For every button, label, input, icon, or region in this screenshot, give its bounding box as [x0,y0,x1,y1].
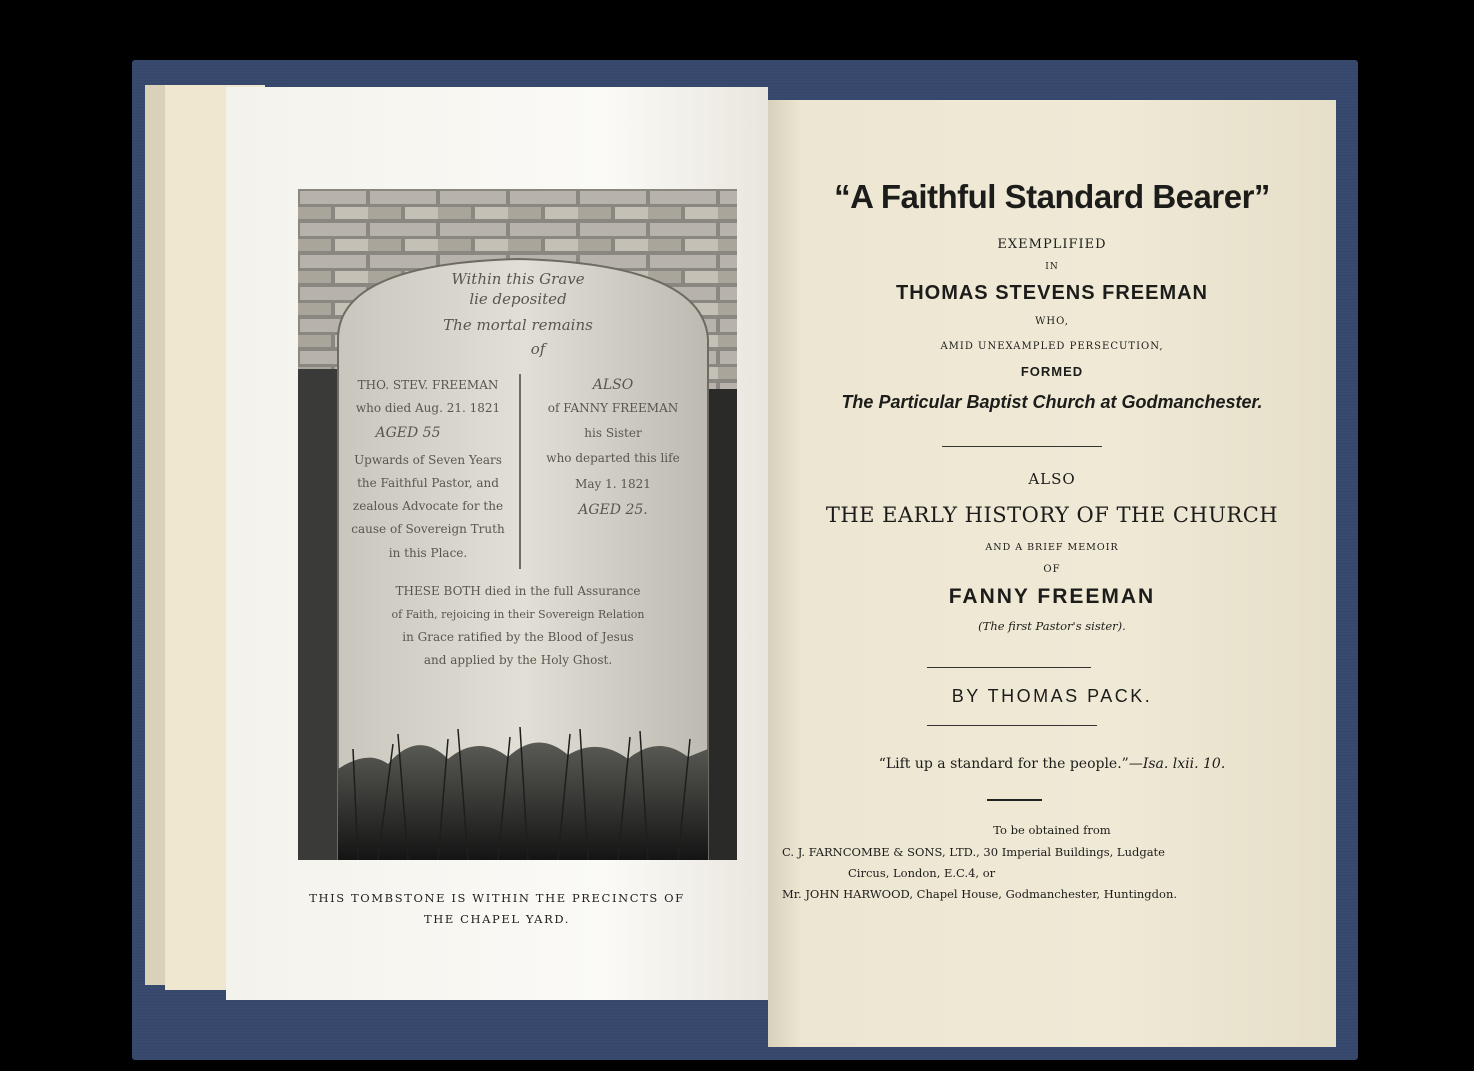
inscription-heading-4: of [530,340,546,358]
inscription-heading-2: lie deposited [469,290,567,308]
divider-1 [942,446,1102,447]
church-name: The Particular Baptist Church at Godmanchester. [841,392,1263,412]
inscription-heading-3: The mortal remains [443,316,593,334]
epigraph [768,756,1336,772]
inscription-right-4: who departed this life [546,451,680,465]
also-text: ALSO [1028,470,1076,488]
inscription-footer-1: THESE BOTH died in the full Assurance [395,584,641,598]
divider-2 [927,667,1091,668]
epigraph-quote: “Lift up a standard for the people.”— [878,756,1143,772]
amid-text: AMID UNEXAMPLED PERSECUTION, [940,341,1164,352]
divider-4 [987,799,1042,801]
subject-name: THOMAS STEVENS FREEMAN [895,282,1209,304]
publisher-line-2: Circus, London, E.C.4, or [848,866,996,880]
in-text: IN [1045,262,1059,272]
fanny-name: FANNY FREEMAN [948,585,1156,608]
divider-3 [927,725,1097,726]
inscription-left-7: cause of Sovereign Truth [351,522,505,536]
inscription-left-1: THO. STEV. FREEMAN [357,378,499,392]
inscription-left-4: Upwards of Seven Years [354,453,502,467]
author-line: BY THOMAS PACK. [951,686,1153,706]
book-title: “A Faithful Standard Bearer” [834,178,1270,215]
inscription-footer-3: in Grace ratified by the Blood of Jesus [402,630,634,644]
inscription-right-5: May 1. 1821 [575,477,651,491]
memoir-text: AND A BRIEF MEMOIR [985,542,1119,553]
inscription-left-8: in this Place. [388,546,468,560]
who-text: WHO, [1035,316,1069,327]
inscription-footer-2: of Faith, rejoicing in their Sovereign Relation [391,608,645,621]
photo-caption-line2: THE CHAPEL YARD. [423,912,571,926]
epigraph-reference: Isa. lxii. 10. [1142,756,1226,772]
inscription-left-5: the Faithful Pastor, and [357,476,499,490]
inscription-left-6: zealous Advocate for the [352,499,504,513]
photo-caption-line1: THIS TOMBSTONE IS WITHIN THE PRECINCTS OF [309,891,685,905]
inscription-right-6: AGED 25. [578,502,648,518]
inscription-left-3: AGED 55 [375,425,441,441]
of-text: OF [1043,564,1061,575]
inscription-heading-1: Within this Grave [451,270,585,288]
history-heading: THE EARLY HISTORY OF THE CHURCH [825,503,1279,527]
tombstone-photo [298,189,737,860]
obtained-text: To be obtained from [993,823,1111,837]
exemplified-text: EXEMPLIFIED [997,237,1107,252]
inscription-right-3: his Sister [584,426,642,440]
inscription-right-2: of FANNY FREEMAN [547,401,679,415]
inscription-footer-4: and applied by the Holy Ghost. [423,653,613,667]
publisher-line-1: C. J. FARNCOMBE & SONS, LTD., 30 Imperial Buildings, Ludgate [782,845,1165,859]
publisher-line-3: Mr. JOHN HARWOOD, Chapel House, Godmanchester, Huntingdon. [782,887,1178,901]
formed-text: FORMED [1020,364,1084,379]
fanny-note: (The first Pastor's sister). [978,619,1126,633]
inscription-left-2: who died Aug. 21. 1821 [355,401,501,415]
inscription-right-1: ALSO [592,377,634,393]
